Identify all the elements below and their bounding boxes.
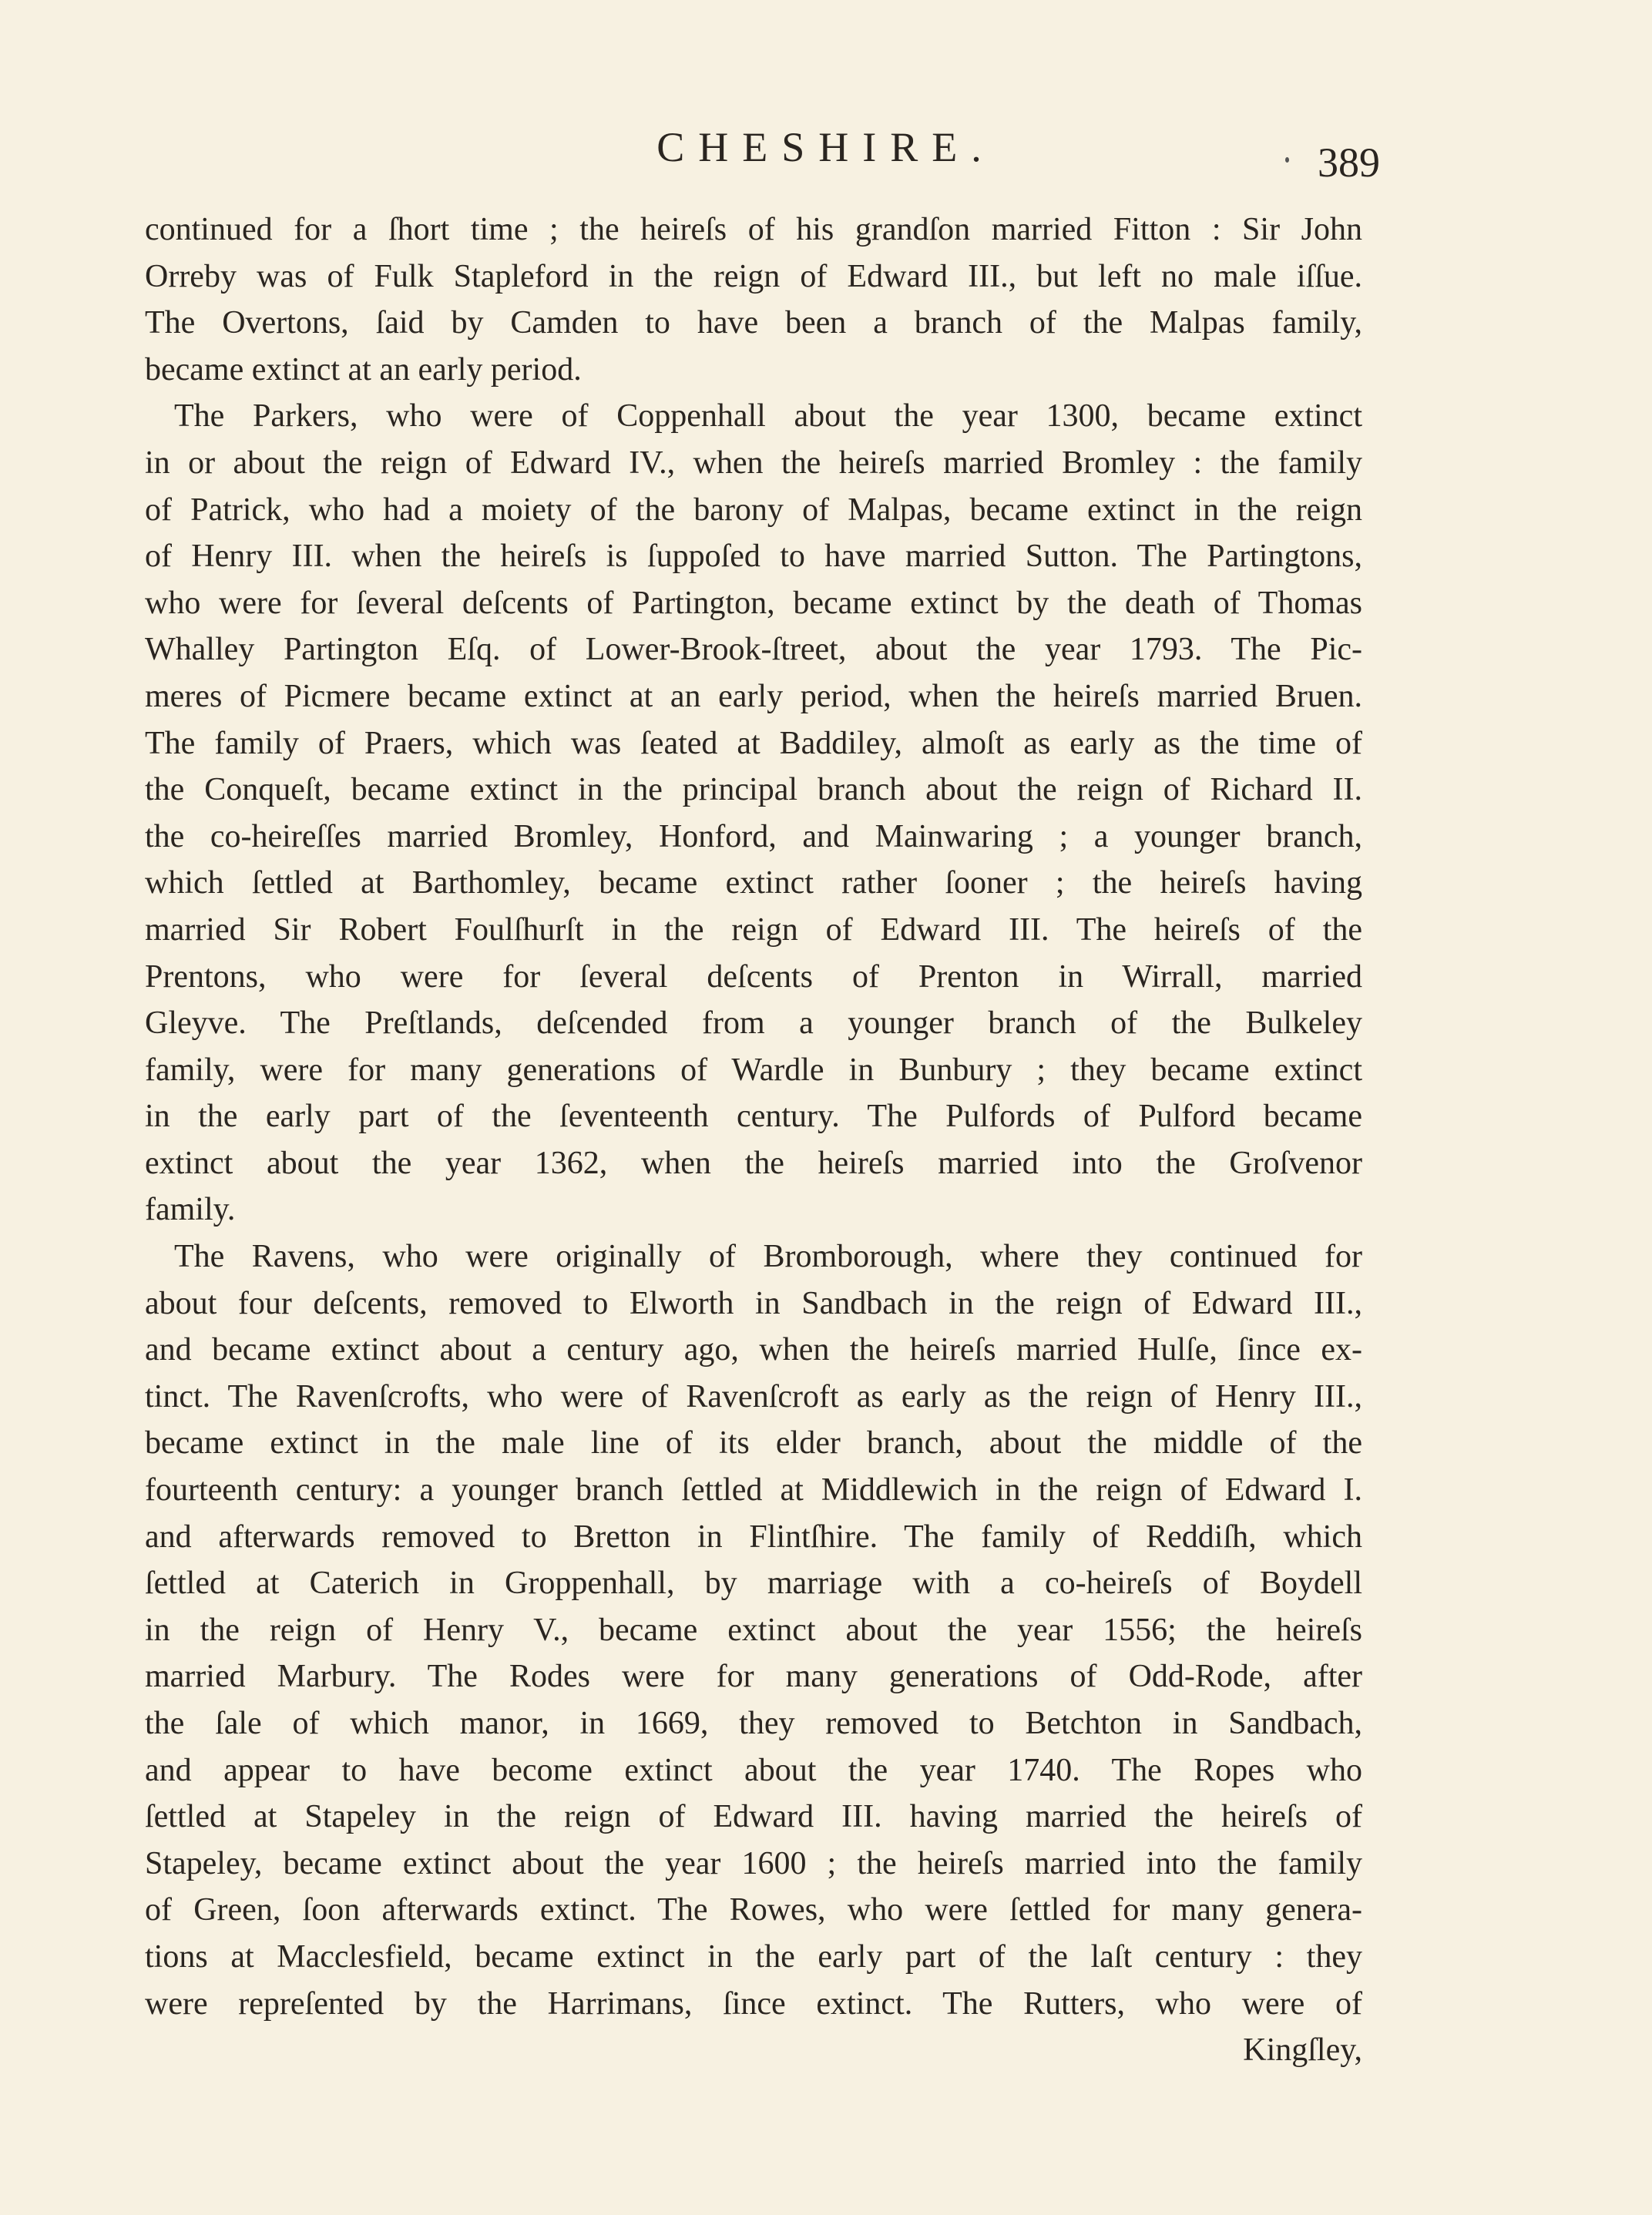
catchword: Kingſley, xyxy=(1243,2032,1362,2069)
text-line: meres of Picmere became extinct at an early period, when the heireſs married Bruen. xyxy=(145,678,1362,714)
page-number: 389 xyxy=(1318,139,1380,186)
ink-speck xyxy=(1285,157,1289,163)
text-line: Whalley Partington Eſq. of Lower-Brook-ſtreet, about the year 1793. The Pic- xyxy=(145,632,1362,668)
text-line: The family of Praers, which was ſeated at Baddiley, almoſt as early as the time of xyxy=(145,725,1362,761)
text-line: ſettled at Stapeley in the reign of Edward III. having married the heireſs of xyxy=(145,1799,1362,1835)
text-line: fourteenth century: a younger branch ſettled at Middlewich in the reign of Edward I. xyxy=(145,1472,1362,1509)
text-line: tions at Macclesfield, became extinct in the early part of the laſt century : they xyxy=(145,1938,1362,1975)
text-line: tinct. The Ravenſcrofts, who were of Ravenſcroft as early as the reign of Henry III., xyxy=(145,1378,1362,1415)
text-line: The Overtons, ſaid by Camden to have been a branch of the Malpas family, xyxy=(145,305,1362,341)
text-line: in the early part of the ſeventeenth century. The Pulfords of Pulford became xyxy=(145,1099,1362,1135)
text-line: family, were for many generations of Wardle in Bunbury ; they became extinct xyxy=(145,1052,1362,1088)
text-line: and afterwards removed to Bretton in Flintſhire. The family of Reddiſh, which xyxy=(145,1519,1362,1555)
text-line: in the reign of Henry V., became extinct about the year 1556; the heireſs xyxy=(145,1612,1362,1648)
text-line: Orreby was of Fulk Stapleford in the reign of Edward III., but left no male iſſue. xyxy=(145,258,1362,294)
running-title: CHESHIRE. xyxy=(656,124,996,170)
text-line: became extinct in the male line of its elder branch, about the middle of the xyxy=(145,1425,1362,1462)
text-line: Prentons, who were for ſeveral deſcents of Prenton in Wirrall, married xyxy=(145,958,1362,995)
text-line: married Sir Robert Foulſhurſt in the reign of Edward III. The heireſs of the xyxy=(145,911,1362,948)
text-line: became extinct at an early period. xyxy=(145,351,582,388)
text-line: The Ravens, who were originally of Bromborough, where they continued for xyxy=(174,1239,1362,1275)
text-line: who were for ſeveral deſcents of Partington, became extinct by the death of Thomas xyxy=(145,585,1362,621)
text-line: of Green, ſoon afterwards extinct. The Rowes, who were ſettled for many genera- xyxy=(145,1892,1362,1928)
text-line: and appear to have become extinct about the year 1740. The Ropes who xyxy=(145,1752,1362,1788)
text-line: extinct about the year 1362, when the heireſs married into the Groſvenor xyxy=(145,1145,1362,1181)
text-line: of Patrick, who had a moiety of the barony of Malpas, became extinct in the reign xyxy=(145,492,1362,528)
text-line: about four deſcents, removed to Elworth in Sandbach in the reign of Edward III., xyxy=(145,1285,1362,1321)
text-line: Stapeley, became extinct about the year 1600 ; the heireſs married into the family xyxy=(145,1845,1362,1881)
text-line: married Marbury. The Rodes were for many generations of Odd-Rode, after xyxy=(145,1659,1362,1695)
body-text xyxy=(145,206,1362,2074)
text-line: continued for a ſhort time ; the heireſs of his grandſon married Fitton : Sir John xyxy=(145,212,1362,247)
text-line: and became extinct about a century ago, when the heireſs married Hulſe, ſince ex- xyxy=(145,1332,1362,1368)
text-line: in or about the reign of Edward IV., when the heireſs married Bromley : the family xyxy=(145,445,1362,481)
text-line: family. xyxy=(145,1192,236,1228)
text-line: of Henry III. when the heireſs is ſuppoſed to have married Sutton. The Partingtons, xyxy=(145,539,1362,575)
page-header xyxy=(0,116,1652,193)
text-line: Gleyve. The Preſtlands, deſcended from a younger branch of the Bulkeley xyxy=(145,1005,1362,1042)
text-line: ſettled at Caterich in Groppenhall, by marriage with a co-heireſs of Boydell xyxy=(145,1566,1362,1602)
text-line: the co-heireſſes married Bromley, Honford, and Mainwaring ; a younger branch, xyxy=(145,818,1362,854)
text-line: the Conqueſt, became extinct in the principal branch about the reign of Richard II. xyxy=(145,772,1362,808)
text-line: the ſale of which manor, in 1669, they removed to Betchton in Sandbach, xyxy=(145,1706,1362,1741)
text-line: were repreſented by the Harrimans, ſince extinct. The Rutters, who were of xyxy=(145,1985,1362,2022)
text-line: The Parkers, who were of Coppenhall about the year 1300, became extinct xyxy=(174,398,1362,435)
text-line: which ſettled at Barthomley, became extinct rather ſooner ; the heireſs having xyxy=(145,865,1362,901)
